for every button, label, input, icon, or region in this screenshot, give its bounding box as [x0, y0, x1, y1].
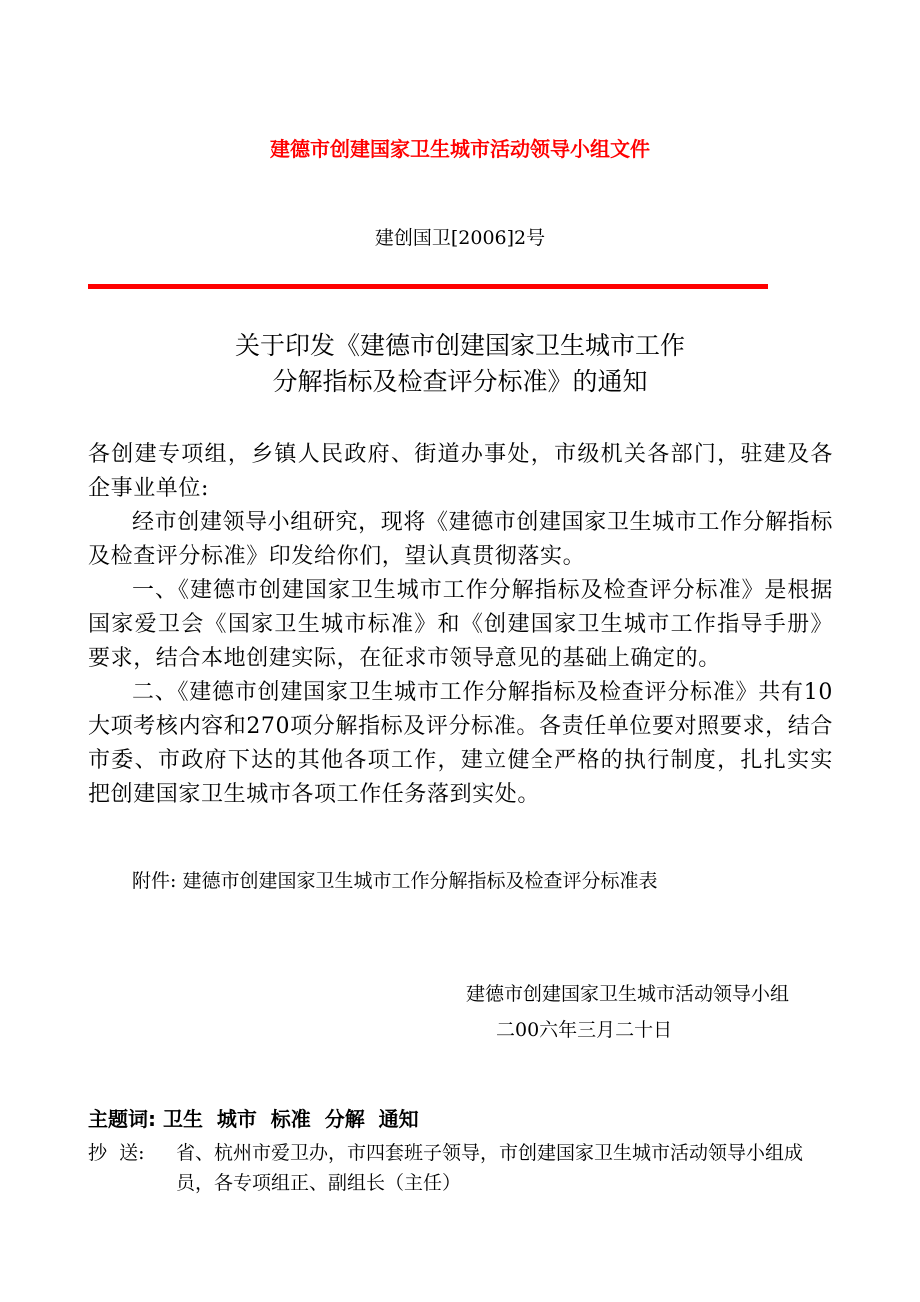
addressee: 各创建专项组，乡镇人民政府、街道办事处，市级机关各部门，驻建及各企事业单位: [88, 442, 833, 501]
notice-title-line-1: 关于印发《建德市创建国家卫生城市工作 [234, 331, 685, 360]
signature-block [466, 976, 789, 1048]
cc-recipients: 省、杭州市爱卫办，市四套班子领导，市创建国家卫生城市活动领导小组成员，各专项组正、副组长（主任） [176, 1142, 804, 1194]
body-paragraph-3: 二、《建德市创建国家卫生城市工作分解指标及检查评分标准》共有10大项考核内容和270项分解指标及评分标准。各责任单位要对照要求，结合市委、市政府下达的其他各项工作，建立健全严格的执行制度，扎扎实实把创建国家卫生城市各项工作任务落到实处。 [88, 680, 833, 807]
body-paragraph-2: 一、《建德市创建国家卫生城市工作分解指标及检查评分标准》是根据国家爱卫会《国家卫生城市标准》和《创建国家卫生城市工作指导手册》要求，结合本地创建实际，在征求市领导意见的基础上确定的。 [88, 578, 833, 671]
subject-keywords-text: 主题词: 卫生 城市 标准 分解 通知 [88, 1107, 419, 1131]
subject-keywords [88, 1104, 419, 1134]
body-paragraph-1: 经市创建领导小组研究，现将《建德市创建国家卫生城市工作分解指标及检查评分标准》印发给你们，望认真贯彻落实。 [88, 510, 833, 569]
notice-title [0, 328, 920, 400]
signature-date: 二00六年三月二十日 [496, 1019, 673, 1041]
attachment-line: 附件: 建德市创建国家卫生城市工作分解指标及检查评分标准表 [132, 870, 658, 892]
signature-organization: 建德市创建国家卫生城市活动领导小组 [466, 983, 790, 1005]
document-number: 建创国卫[2006]2号 [374, 227, 546, 249]
red-divider-line [88, 284, 768, 289]
cc-label: 抄 送: [88, 1142, 145, 1164]
notice-body [88, 438, 833, 812]
document-header-title: 建德市创建国家卫生城市活动领导小组文件 [270, 137, 650, 161]
notice-title-line-2: 分解指标及检查评分标准》的通知 [272, 367, 648, 396]
